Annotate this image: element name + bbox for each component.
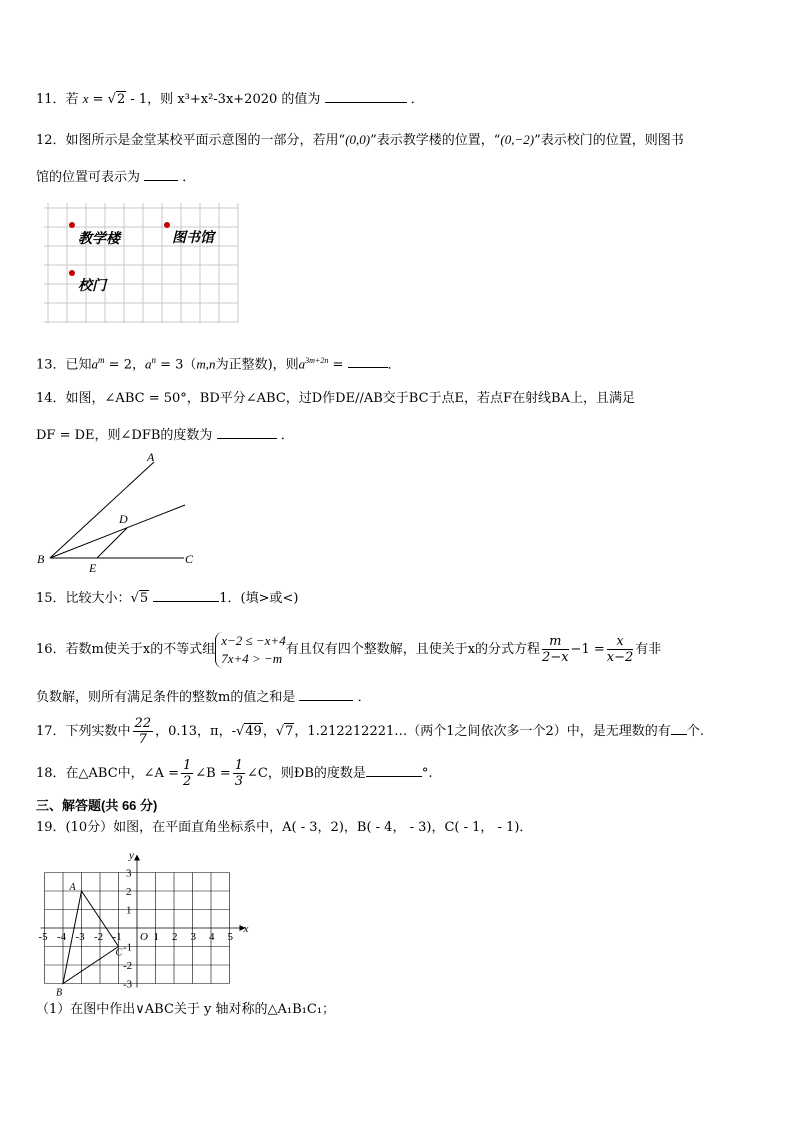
q17-list2: ， bbox=[262, 724, 276, 739]
q18-frac1-num: 1 bbox=[182, 758, 192, 773]
triangle-ABC-outline bbox=[63, 891, 119, 984]
dot-library bbox=[164, 222, 170, 228]
q13-cond: 为正整数)，则 bbox=[215, 357, 299, 373]
q12-end: ． bbox=[182, 170, 196, 185]
x-tick-label: 5 bbox=[227, 931, 233, 943]
q17-frac-num: 22 bbox=[134, 716, 152, 731]
q12-text2: ”表示教学楼的位置，“ bbox=[370, 133, 501, 148]
question-13 bbox=[36, 350, 401, 375]
question-17 bbox=[36, 714, 704, 750]
q18-prefix: 18．在△ABC中，∠A = bbox=[36, 766, 179, 781]
triangle-ABC bbox=[63, 891, 119, 984]
q16-ineq2: 7x+4 > −m bbox=[221, 650, 283, 666]
q16-frac1-num: m bbox=[542, 634, 569, 650]
q13-exp-m: m bbox=[98, 355, 105, 365]
dot-teaching-building bbox=[69, 222, 75, 228]
q12-text4: 馆的位置可表示为 bbox=[36, 170, 141, 185]
q13-eq2: = 2， bbox=[104, 357, 145, 373]
q17-prefix: 17．下列实数中 bbox=[36, 724, 131, 739]
q11-radicand: 2 bbox=[116, 92, 126, 107]
label-C: C bbox=[185, 552, 194, 566]
q12-school-map bbox=[44, 201, 240, 327]
q13-prefix: 13．已知 bbox=[36, 357, 92, 373]
q12-answer-blank[interactable] bbox=[144, 166, 178, 181]
q11-expression: x³+x²-3x+2020 bbox=[177, 92, 278, 107]
q18-frac1 bbox=[181, 758, 193, 789]
q14-line1: 14．如图，∠ABC = 50°，BD平分∠ABC，过D作DE//AB交于BC于点E，若点F在射线BA上，且满足 bbox=[36, 391, 635, 406]
x-tick-label: -4 bbox=[57, 931, 67, 943]
coord-ticks bbox=[39, 868, 234, 991]
q16-frac2-num: x bbox=[607, 634, 634, 650]
q17-sqrt49-rad: 49 bbox=[245, 724, 262, 739]
q17-list1: ，0.13，π，- bbox=[155, 724, 236, 739]
y-tick-label: 2 bbox=[126, 886, 132, 898]
segment-DE bbox=[97, 528, 127, 558]
q16-prefix: 16．若数m使关于x的不等式组 bbox=[36, 642, 216, 657]
q17-answer-blank[interactable] bbox=[671, 720, 687, 735]
q15-suffix: 1．(填>或<) bbox=[219, 591, 299, 606]
q18-frac2 bbox=[233, 758, 245, 789]
q15-answer-blank[interactable] bbox=[153, 587, 219, 602]
y-axis-arrow bbox=[134, 855, 140, 861]
q19-coordinate-graph bbox=[34, 842, 264, 996]
dot-school-gate bbox=[69, 270, 75, 276]
q16-answer-blank[interactable] bbox=[299, 686, 353, 701]
point-C-label: C bbox=[115, 947, 123, 959]
label-A: A bbox=[147, 450, 155, 464]
q18-mid1: ∠B = bbox=[195, 766, 231, 781]
q11-var-x: x bbox=[82, 91, 89, 106]
label-B: B bbox=[37, 552, 45, 566]
q11-eq: = bbox=[92, 92, 104, 107]
x-tick-label: -2 bbox=[94, 931, 104, 943]
q13-answer-blank[interactable] bbox=[348, 353, 388, 368]
label-D: D bbox=[119, 512, 128, 526]
question-18 bbox=[36, 756, 433, 792]
q17-sqrt7-rad: 7 bbox=[285, 724, 294, 739]
point-B-label: B bbox=[56, 987, 63, 996]
q14-line2: DF = DE，则∠DFB的度数为 bbox=[36, 428, 213, 443]
question-12-line2 bbox=[36, 166, 195, 188]
q12-coord2: (0,−2) bbox=[500, 132, 535, 147]
q16-inequality-system bbox=[215, 632, 286, 668]
q16-tail: 有非 bbox=[635, 642, 662, 657]
q16-frac1 bbox=[542, 634, 569, 665]
q18-frac2-num: 1 bbox=[234, 758, 244, 773]
q13-a2: a bbox=[144, 356, 152, 372]
section-heading: 三、解答题(共 66 分) bbox=[36, 798, 158, 813]
y-tick-label: -1 bbox=[123, 941, 133, 954]
q13-a3: a bbox=[298, 356, 306, 372]
origin-label: O bbox=[140, 931, 148, 943]
q18-frac2-den: 3 bbox=[234, 774, 244, 789]
question-19-part1 bbox=[36, 1000, 335, 1020]
question-16-line1 bbox=[36, 628, 661, 672]
q16-end: ． bbox=[357, 690, 371, 705]
q19-sub1: （1）在图中作出∨ABC关于 y 轴对称的△A₁B₁C₁； bbox=[36, 1002, 336, 1017]
y-tick-label: -3 bbox=[123, 978, 133, 991]
y-tick-label: 3 bbox=[126, 867, 132, 880]
q16-line2: 负数解，则所有满足条件的整数m的值之和是 bbox=[36, 690, 296, 705]
label-school-gate: 校门 bbox=[78, 279, 106, 294]
q11-answer-blank[interactable] bbox=[325, 88, 407, 103]
q14-answer-blank[interactable] bbox=[217, 424, 277, 439]
q18-answer-blank[interactable] bbox=[366, 762, 422, 777]
question-14-line1 bbox=[36, 389, 635, 409]
x-tick-label: 1 bbox=[153, 931, 159, 943]
question-15 bbox=[36, 587, 298, 609]
q11-sqrt: √2 bbox=[107, 92, 126, 107]
question-14-line2 bbox=[36, 424, 294, 446]
q11-end: ． bbox=[410, 92, 424, 107]
q13-eq: = bbox=[328, 357, 348, 373]
ray-BD bbox=[50, 505, 185, 558]
q15-sqrt: √5 bbox=[130, 591, 149, 606]
label-library: 图书馆 bbox=[172, 231, 214, 246]
x-tick-label: -5 bbox=[38, 931, 48, 943]
question-11 bbox=[36, 88, 424, 110]
label-teaching-building: 教学楼 bbox=[78, 232, 120, 247]
x-tick-label: 3 bbox=[190, 931, 196, 943]
q16-mid: 有且仅有四个整数解，且使关于x的分式方程 bbox=[285, 642, 541, 657]
q13-eq3: = 3（ bbox=[155, 357, 197, 373]
q12-coord1: (0,0) bbox=[345, 132, 371, 147]
q14-end: ． bbox=[280, 428, 294, 443]
y-axis-label: y bbox=[129, 849, 134, 862]
q18-end: °. bbox=[421, 766, 433, 781]
q14-angle-figure bbox=[34, 448, 214, 578]
question-16-line2 bbox=[36, 686, 371, 708]
q17-frac-den: 7 bbox=[138, 732, 147, 747]
question-19 bbox=[36, 818, 532, 838]
q18-mid2: ∠C，则ÐB的度数是 bbox=[247, 766, 366, 781]
q17-end: 个. bbox=[686, 724, 704, 739]
q13-exp-n: n bbox=[151, 355, 156, 365]
q13-a1: a bbox=[91, 356, 99, 372]
q11-prefix: 11．若 bbox=[36, 92, 79, 107]
q16-minus1: −1 = bbox=[570, 642, 605, 657]
question-12-line1 bbox=[36, 130, 684, 151]
y-tick-label: -2 bbox=[123, 960, 133, 972]
q16-frac2-den: x−2 bbox=[606, 650, 634, 665]
map-grid bbox=[44, 203, 238, 323]
q16-frac1-den: 2−x bbox=[542, 650, 569, 665]
q17-frac bbox=[133, 716, 154, 747]
point-A-label: A bbox=[69, 882, 76, 893]
q11-minus1: - 1，则 bbox=[130, 92, 174, 107]
q19-text: 19．(10分）如图，在平面直角坐标系中，A( - 3，2)，B( - 4， - 3)，C( - 1， - 1)． bbox=[36, 820, 533, 835]
q17-sqrt7: √7 bbox=[275, 724, 294, 739]
coord-axes bbox=[38, 855, 246, 988]
q11-suffix: 的值为 bbox=[281, 92, 321, 107]
x-tick-label: -3 bbox=[75, 931, 85, 943]
q15-prefix: 15．比较大小： bbox=[36, 591, 131, 606]
q17-list3: ，1.212212221…（两个1之间依次多一个2）中，是无理数的有 bbox=[294, 724, 671, 739]
q12-text3: ”表示校门的位置，则图书 bbox=[534, 133, 684, 148]
x-tick-label: 2 bbox=[172, 931, 178, 943]
x-tick-label: -1 bbox=[112, 931, 122, 943]
q12-text1: 12．如图所示是金堂某校平面示意图的一部分，若用“ bbox=[36, 133, 346, 148]
x-tick-label: 4 bbox=[209, 931, 215, 943]
x-axis-label: x bbox=[243, 923, 249, 935]
q13-mn: m,n bbox=[196, 356, 216, 372]
q13-exp: 3m+2n bbox=[305, 356, 329, 365]
q16-frac2 bbox=[607, 634, 634, 665]
q15-radicand: 5 bbox=[139, 591, 149, 606]
ray-BA bbox=[50, 462, 154, 558]
q18-frac1-den: 2 bbox=[182, 774, 192, 789]
y-tick-label: 1 bbox=[126, 904, 132, 917]
q17-sqrt49: √49 bbox=[235, 724, 262, 739]
q16-ineq1: x−2 ≤ −x+4 bbox=[221, 632, 286, 648]
label-E: E bbox=[89, 561, 97, 575]
q13-end: ． bbox=[387, 357, 401, 373]
